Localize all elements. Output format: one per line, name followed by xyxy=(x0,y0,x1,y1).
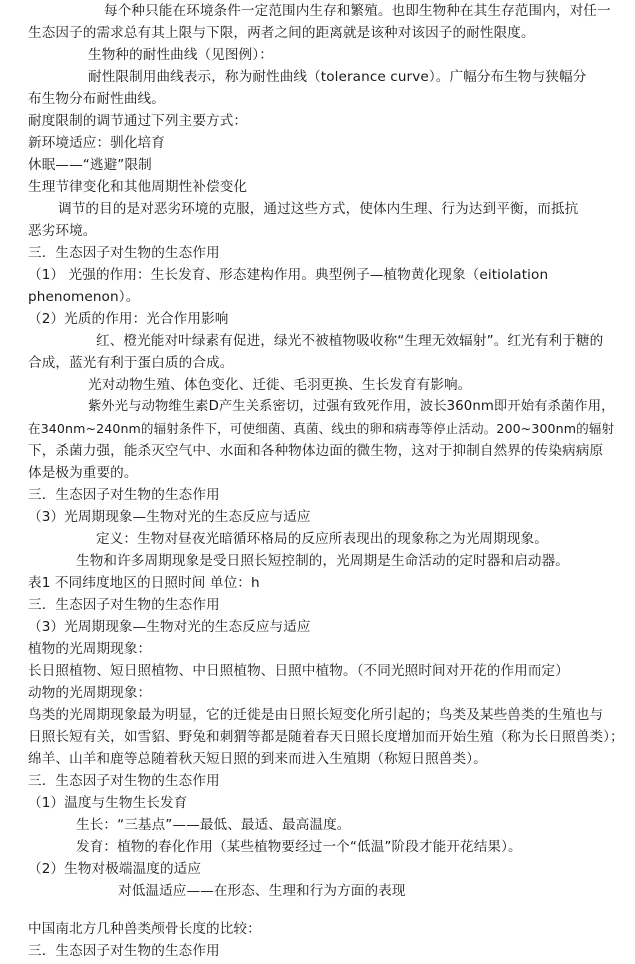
text-line: 紫外光与动物维生素D产生关系密切，过强有致死作用，波长360nm即开始有杀菌作用， xyxy=(88,399,615,414)
text-line: 体是极为重要的。 xyxy=(28,465,138,481)
text-line: 中国南北方几种兽类颅骨长度的比较： xyxy=(28,921,261,937)
text-line: 绵羊、山羊和鹿等总随着秋天短日照的到来而进入生殖期（称短日照兽类）。 xyxy=(28,751,487,767)
text-line: 光对动物生殖、体色变化、迁徙、毛羽更换、生长发育有影响。 xyxy=(88,377,472,393)
text-line: （1）温度与生物生长发育 xyxy=(28,795,188,811)
table-caption: 表1 不同纬度地区的日照时间 单位：h xyxy=(28,575,260,591)
text-line: （3）光周期现象—生物对光的生态反应与适应 xyxy=(28,509,311,525)
text-line: 在340nm~240nm的辐射条件下，可使细菌、真菌、线虫的卵和病毒等停止活动。200~300nm的辐射 xyxy=(28,421,615,436)
text-line: 发育：植物的春化作用（某些植物要经过一个“低温”阶段才能开花结果）。 xyxy=(76,839,522,855)
text-line: 布生物分布耐性曲线。 xyxy=(28,91,165,107)
text-line: 休眠——“逃避”限制 xyxy=(28,157,152,173)
section-heading: 三．生态因子对生物的生态作用 xyxy=(28,773,220,789)
text-line: 鸟类的光周期现象最为明显，它的迁徙是由日照长短变化所引起的；鸟类及某些兽类的生殖也与 xyxy=(28,707,604,723)
text-line: 日照长短有关，如雪貂、野兔和刺猬等都是随着春天日照长度增加而开始生殖（称为长日照兽类）； xyxy=(28,729,624,745)
text-line: 生理节律变化和其他周期性补偿变化 xyxy=(28,179,248,195)
section-heading: 三．生态因子对生物的生态作用 xyxy=(28,597,220,613)
text-line: 每个种只能在环境条件一定范围内生存和繁殖。也即生物种在其生存范围内，对任一 xyxy=(104,3,611,19)
section-heading: 三．生态因子对生物的生态作用 xyxy=(28,245,220,261)
text-line: 植物的光周期现象： xyxy=(28,641,152,657)
text-line: 生物种的耐性曲线（见图例）： xyxy=(88,47,273,63)
section-heading: 三．生态因子对生物的生态作用 xyxy=(28,487,220,503)
section-heading: 三．生态因子对生物的生态作用 xyxy=(28,943,220,959)
text-line: （3）光周期现象—生物对光的生态反应与适应 xyxy=(28,619,311,635)
text-line: 恶劣环境。 xyxy=(28,223,97,239)
text-line: 生长：“三基点”——最低、最适、最高温度。 xyxy=(76,817,351,833)
text-line: 新环境适应：驯化培育 xyxy=(28,135,165,151)
text-line: （2）光质的作用：光合作用影响 xyxy=(28,311,229,327)
text-line: （1） 光强的作用：生长发育、形态建构作用。典型例子—植物黄化现象（eitiolation xyxy=(28,267,549,283)
text-line: phenomenon）。 xyxy=(28,289,140,305)
text-line: 定义：生物对昼夜光暗循环格局的反应所表现出的现象称之为光周期现象。 xyxy=(96,531,548,547)
text-line: 耐性限制用曲线表示，称为耐性曲线（tolerance curve）。广幅分布生物与狭幅分 xyxy=(88,69,587,85)
text-line: 对低温适应——在形态、生理和行为方面的表现 xyxy=(118,883,406,899)
text-line: 合成，蓝光有利于蛋白质的合成。 xyxy=(28,355,234,371)
text-line: 生态因子的需求总有其上限与下限，两者之间的距离就是该种对该因子的耐性限度。 xyxy=(28,25,535,41)
text-line: （2）生物对极端温度的适应 xyxy=(28,861,202,877)
text-line: 耐度限制的调节通过下列主要方式： xyxy=(28,113,248,129)
text-line: 下，杀菌力强，能杀灭空气中、水面和各种物体边面的微生物，这对于抑制自然界的传染病病原 xyxy=(28,443,604,459)
text-line: 生物和许多周期现象是受日照长短控制的，光周期是生命活动的定时器和启动器。 xyxy=(76,553,569,569)
text-line: 动物的光周期现象： xyxy=(28,685,152,701)
text-line: 调节的目的是对恶劣环境的克服，通过这些方式，使体内生理、行为达到平衡，而抵抗 xyxy=(58,201,579,217)
text-line: 长日照植物、短日照植物、中日照植物、日照中植物。（不同光照时间对开花的作用而定） xyxy=(28,663,569,679)
text-line: 红、橙光能对叶绿素有促进，绿光不被植物吸收称“生理无效辐射”。红光有利于糖的 xyxy=(96,333,604,349)
